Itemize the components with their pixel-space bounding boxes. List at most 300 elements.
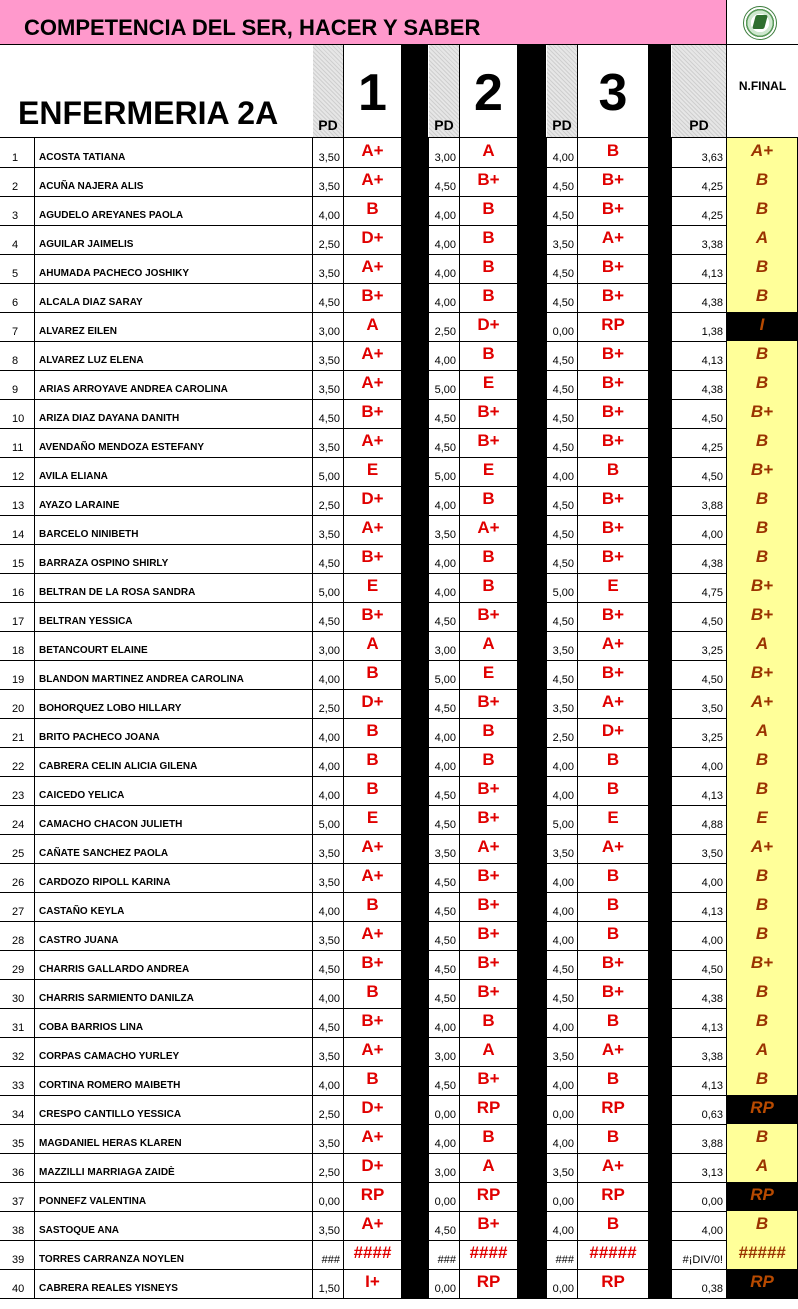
pd-final: 4,38 bbox=[672, 544, 727, 573]
grade-3: B+ bbox=[578, 399, 649, 428]
separator-cell bbox=[402, 805, 429, 834]
row-number: 7 bbox=[0, 312, 35, 341]
table-row bbox=[0, 196, 798, 226]
separator-cell bbox=[402, 718, 429, 747]
separator-cell bbox=[649, 167, 672, 196]
table-row bbox=[0, 457, 798, 487]
grade-2: B+ bbox=[460, 167, 518, 196]
pd-score-3: ### bbox=[547, 1240, 578, 1269]
final-grade: B bbox=[727, 544, 798, 573]
pd-score-2: 4,00 bbox=[429, 544, 460, 573]
pd-score-1: 5,00 bbox=[313, 573, 344, 602]
separator-cell bbox=[649, 138, 672, 167]
grade-3: RP bbox=[578, 312, 649, 341]
pd-score-1: 2,50 bbox=[313, 689, 344, 718]
student-name: ACOSTA TATIANA bbox=[35, 138, 313, 167]
grade-3: ##### bbox=[578, 1240, 649, 1269]
separator-cell bbox=[649, 892, 672, 921]
pd-score-1: 3,50 bbox=[313, 341, 344, 370]
pd-score-2: 4,50 bbox=[429, 1211, 460, 1240]
separator-cell bbox=[518, 834, 547, 863]
grade-2: B+ bbox=[460, 979, 518, 1008]
pd-final: 4,25 bbox=[672, 167, 727, 196]
pd-score-3: 0,00 bbox=[547, 1182, 578, 1211]
period-2-number: 2 bbox=[474, 64, 503, 122]
separator-cell bbox=[649, 718, 672, 747]
grade-3: E bbox=[578, 805, 649, 834]
table-row bbox=[0, 689, 798, 719]
separator-cell bbox=[402, 747, 429, 776]
table-row bbox=[0, 1269, 798, 1299]
student-name: CASTAÑO KEYLA bbox=[35, 892, 313, 921]
grade-1: B bbox=[344, 1066, 402, 1095]
grade-1: D+ bbox=[344, 225, 402, 254]
pd-score-2: 5,00 bbox=[429, 370, 460, 399]
pd-score-3: 4,50 bbox=[547, 167, 578, 196]
pd-score-3: 3,50 bbox=[547, 225, 578, 254]
pd-final: 4,13 bbox=[672, 1008, 727, 1037]
separator-cell bbox=[402, 863, 429, 892]
student-name: ARIAS ARROYAVE ANDREA CAROLINA bbox=[35, 370, 313, 399]
pd-score-3: 4,50 bbox=[547, 370, 578, 399]
grade-2: B+ bbox=[460, 950, 518, 979]
grade-3: B+ bbox=[578, 428, 649, 457]
pd-score-3: 2,50 bbox=[547, 718, 578, 747]
grade-3: B bbox=[578, 1124, 649, 1153]
pd-final: 4,38 bbox=[672, 283, 727, 312]
table-row bbox=[0, 167, 798, 197]
row-number: 12 bbox=[0, 457, 35, 486]
grade-2: E bbox=[460, 457, 518, 486]
grade-3: A+ bbox=[578, 225, 649, 254]
grade-2: B bbox=[460, 225, 518, 254]
row-number: 14 bbox=[0, 515, 35, 544]
grade-1: A+ bbox=[344, 515, 402, 544]
grade-3: B+ bbox=[578, 602, 649, 631]
grade-3: B bbox=[578, 776, 649, 805]
pd-score-1: 4,50 bbox=[313, 1008, 344, 1037]
table-row bbox=[0, 1095, 798, 1125]
pd-score-1: ### bbox=[313, 1240, 344, 1269]
grade-1: B+ bbox=[344, 950, 402, 979]
grade-3: B+ bbox=[578, 486, 649, 515]
separator-3 bbox=[649, 45, 671, 137]
separator-cell bbox=[402, 834, 429, 863]
separator-cell bbox=[649, 1211, 672, 1240]
grade-1: A+ bbox=[344, 254, 402, 283]
separator-cell bbox=[649, 312, 672, 341]
separator-cell bbox=[518, 486, 547, 515]
student-name: BELTRAN YESSICA bbox=[35, 602, 313, 631]
grade-3: RP bbox=[578, 1095, 649, 1124]
table-row bbox=[0, 1240, 798, 1270]
pd-score-3: 4,50 bbox=[547, 486, 578, 515]
final-grade: B bbox=[727, 341, 798, 370]
separator-cell bbox=[649, 457, 672, 486]
pd-score-2: 0,00 bbox=[429, 1182, 460, 1211]
student-name: CHARRIS GALLARDO ANDREA bbox=[35, 950, 313, 979]
row-number: 26 bbox=[0, 863, 35, 892]
row-number: 35 bbox=[0, 1124, 35, 1153]
separator-cell bbox=[649, 370, 672, 399]
separator-cell bbox=[649, 283, 672, 312]
pd-score-1: 3,50 bbox=[313, 1211, 344, 1240]
separator-cell bbox=[649, 1269, 672, 1298]
pd-final: 3,38 bbox=[672, 225, 727, 254]
separator-cell bbox=[518, 254, 547, 283]
row-number: 9 bbox=[0, 370, 35, 399]
final-grade: RP bbox=[727, 1182, 798, 1211]
separator-cell bbox=[649, 689, 672, 718]
grade-3: B+ bbox=[578, 544, 649, 573]
student-name: CAMACHO CHACON JULIETH bbox=[35, 805, 313, 834]
pd-final: 4,50 bbox=[672, 602, 727, 631]
separator-cell bbox=[649, 1095, 672, 1124]
grade-1: A+ bbox=[344, 834, 402, 863]
pd-score-1: 5,00 bbox=[313, 457, 344, 486]
grade-1: E bbox=[344, 805, 402, 834]
separator-cell bbox=[649, 1008, 672, 1037]
final-grade: A+ bbox=[727, 689, 798, 718]
pd-score-2: 4,50 bbox=[429, 1066, 460, 1095]
pd-score-2: 3,00 bbox=[429, 1153, 460, 1182]
pd-score-3: 4,00 bbox=[547, 892, 578, 921]
pd-final: 3,38 bbox=[672, 1037, 727, 1066]
row-number: 1 bbox=[0, 138, 35, 167]
student-name: COBA BARRIOS LINA bbox=[35, 1008, 313, 1037]
grade-2: B bbox=[460, 254, 518, 283]
separator-1 bbox=[402, 45, 428, 137]
pd-score-1: 1,50 bbox=[313, 1269, 344, 1298]
separator-cell bbox=[518, 196, 547, 225]
pd-score-1: 3,50 bbox=[313, 254, 344, 283]
pd-score-1: 3,50 bbox=[313, 515, 344, 544]
grade-3: B bbox=[578, 747, 649, 776]
separator-cell bbox=[402, 979, 429, 1008]
row-number: 37 bbox=[0, 1182, 35, 1211]
row-number: 10 bbox=[0, 399, 35, 428]
student-name: CHARRIS SARMIENTO DANILZA bbox=[35, 979, 313, 1008]
grade-3: B bbox=[578, 863, 649, 892]
student-name: CARDOZO RIPOLL KARINA bbox=[35, 863, 313, 892]
final-header bbox=[727, 45, 798, 137]
pd-score-2: 5,00 bbox=[429, 457, 460, 486]
separator-cell bbox=[649, 196, 672, 225]
grade-1: B bbox=[344, 660, 402, 689]
final-grade: B bbox=[727, 1066, 798, 1095]
separator-cell bbox=[518, 660, 547, 689]
pd-score-3: 5,00 bbox=[547, 573, 578, 602]
pd-final: 4,50 bbox=[672, 660, 727, 689]
separator-cell bbox=[649, 1153, 672, 1182]
pd-score-3: 4,00 bbox=[547, 138, 578, 167]
student-name: AGUDELO AREYANES PAOLA bbox=[35, 196, 313, 225]
student-name: CAÑATE SANCHEZ PAOLA bbox=[35, 834, 313, 863]
pd-final: 4,25 bbox=[672, 428, 727, 457]
pd-final: 3,13 bbox=[672, 1153, 727, 1182]
pd-score-1: 4,00 bbox=[313, 747, 344, 776]
separator-cell bbox=[649, 602, 672, 631]
pd-score-3: 4,00 bbox=[547, 1066, 578, 1095]
final-grade: A bbox=[727, 1153, 798, 1182]
final-grade: B+ bbox=[727, 399, 798, 428]
grade-1: E bbox=[344, 573, 402, 602]
pd-final: 4,50 bbox=[672, 457, 727, 486]
separator-cell bbox=[518, 312, 547, 341]
grade-1: B bbox=[344, 892, 402, 921]
table-row bbox=[0, 225, 798, 255]
final-grade: I bbox=[727, 312, 798, 341]
pd-score-1: 2,50 bbox=[313, 486, 344, 515]
pd-final: #¡DIV/0! bbox=[672, 1240, 727, 1269]
pd-score-3: 4,50 bbox=[547, 950, 578, 979]
final-grade: B bbox=[727, 776, 798, 805]
pd-score-3: 4,00 bbox=[547, 863, 578, 892]
pd-score-2: 3,00 bbox=[429, 138, 460, 167]
row-number: 3 bbox=[0, 196, 35, 225]
pd-score-2: 4,00 bbox=[429, 225, 460, 254]
pd-score-3: 4,50 bbox=[547, 196, 578, 225]
pd-score-1: 3,50 bbox=[313, 370, 344, 399]
grade-2: B bbox=[460, 283, 518, 312]
grade-1: A+ bbox=[344, 863, 402, 892]
grade-1: B bbox=[344, 776, 402, 805]
pd-final: 3,25 bbox=[672, 631, 727, 660]
separator-cell bbox=[402, 1153, 429, 1182]
table-row bbox=[0, 1182, 798, 1212]
pd-header-3: PD bbox=[547, 45, 578, 137]
grade-3: B+ bbox=[578, 254, 649, 283]
final-grade: B bbox=[727, 515, 798, 544]
final-grade: B+ bbox=[727, 457, 798, 486]
separator-cell bbox=[649, 631, 672, 660]
separator-cell bbox=[402, 1095, 429, 1124]
row-number: 23 bbox=[0, 776, 35, 805]
row-number: 8 bbox=[0, 341, 35, 370]
separator-cell bbox=[518, 602, 547, 631]
separator-cell bbox=[518, 1124, 547, 1153]
grade-1: A+ bbox=[344, 138, 402, 167]
separator-cell bbox=[402, 892, 429, 921]
student-name: CASTRO JUANA bbox=[35, 921, 313, 950]
separator-cell bbox=[518, 1095, 547, 1124]
separator-cell bbox=[402, 457, 429, 486]
pd-score-1: 4,00 bbox=[313, 979, 344, 1008]
grade-3: A+ bbox=[578, 1153, 649, 1182]
separator-cell bbox=[518, 138, 547, 167]
separator-cell bbox=[402, 486, 429, 515]
separator-cell bbox=[649, 225, 672, 254]
separator-cell bbox=[649, 1124, 672, 1153]
pd-final: 4,13 bbox=[672, 341, 727, 370]
grade-1: B+ bbox=[344, 544, 402, 573]
separator-cell bbox=[649, 515, 672, 544]
student-name: BLANDON MARTINEZ ANDREA CAROLINA bbox=[35, 660, 313, 689]
grade-1: B bbox=[344, 979, 402, 1008]
pd-final: 4,50 bbox=[672, 950, 727, 979]
separator-cell bbox=[402, 776, 429, 805]
separator-cell bbox=[402, 283, 429, 312]
pd-score-2: 4,00 bbox=[429, 283, 460, 312]
separator-cell bbox=[518, 747, 547, 776]
grade-1: A+ bbox=[344, 1211, 402, 1240]
pd-score-1: 3,50 bbox=[313, 1124, 344, 1153]
separator-cell bbox=[518, 950, 547, 979]
pd-score-2: ### bbox=[429, 1240, 460, 1269]
table-row bbox=[0, 892, 798, 922]
table-row bbox=[0, 573, 798, 603]
pd-score-2: 0,00 bbox=[429, 1095, 460, 1124]
student-name: BRITO PACHECO JOANA bbox=[35, 718, 313, 747]
student-name: BETANCOURT ELAINE bbox=[35, 631, 313, 660]
student-name: CORPAS CAMACHO YURLEY bbox=[35, 1037, 313, 1066]
final-grade: A bbox=[727, 225, 798, 254]
grade-2: RP bbox=[460, 1095, 518, 1124]
final-grade: B bbox=[727, 283, 798, 312]
separator-cell bbox=[402, 341, 429, 370]
grade-2: B+ bbox=[460, 805, 518, 834]
grade-2: B bbox=[460, 573, 518, 602]
grade-2: #### bbox=[460, 1240, 518, 1269]
pd-score-3: 4,50 bbox=[547, 515, 578, 544]
final-grade: RP bbox=[727, 1095, 798, 1124]
pd-score-2: 4,50 bbox=[429, 167, 460, 196]
grade-1: A+ bbox=[344, 167, 402, 196]
grade-3: B bbox=[578, 138, 649, 167]
grade-2: B bbox=[460, 1124, 518, 1153]
pd-score-1: 4,50 bbox=[313, 283, 344, 312]
pd-score-1: 4,50 bbox=[313, 950, 344, 979]
row-number: 34 bbox=[0, 1095, 35, 1124]
grade-1: A+ bbox=[344, 341, 402, 370]
separator-cell bbox=[649, 921, 672, 950]
separator-cell bbox=[402, 167, 429, 196]
separator-cell bbox=[518, 457, 547, 486]
pd-score-3: 4,50 bbox=[547, 660, 578, 689]
final-grade: B bbox=[727, 1124, 798, 1153]
separator-cell bbox=[518, 1182, 547, 1211]
pd-final: 4,00 bbox=[672, 1211, 727, 1240]
grade-2: B bbox=[460, 1008, 518, 1037]
final-grade: B bbox=[727, 747, 798, 776]
pd-final: 4,00 bbox=[672, 921, 727, 950]
pd-score-1: 4,00 bbox=[313, 1066, 344, 1095]
pd-score-3: 3,50 bbox=[547, 631, 578, 660]
separator-cell bbox=[402, 225, 429, 254]
pd-final: 3,50 bbox=[672, 689, 727, 718]
separator-cell bbox=[402, 399, 429, 428]
pd-final: 4,00 bbox=[672, 747, 727, 776]
pd-score-3: 3,50 bbox=[547, 1153, 578, 1182]
pd-score-3: 4,50 bbox=[547, 544, 578, 573]
separator-cell bbox=[649, 254, 672, 283]
separator-cell bbox=[649, 1037, 672, 1066]
separator-cell bbox=[649, 863, 672, 892]
grade-3: E bbox=[578, 573, 649, 602]
separator-cell bbox=[402, 1124, 429, 1153]
period-3-number: 3 bbox=[598, 64, 628, 122]
grade-1: B+ bbox=[344, 1008, 402, 1037]
pd-score-2: 4,50 bbox=[429, 399, 460, 428]
row-number: 15 bbox=[0, 544, 35, 573]
student-name: PONNEFZ VALENTINA bbox=[35, 1182, 313, 1211]
row-number: 32 bbox=[0, 1037, 35, 1066]
grade-2: E bbox=[460, 370, 518, 399]
separator-cell bbox=[402, 1240, 429, 1269]
student-name: BARCELO NINIBETH bbox=[35, 515, 313, 544]
final-grade: A bbox=[727, 1037, 798, 1066]
grade-2: A bbox=[460, 1153, 518, 1182]
row-number: 36 bbox=[0, 1153, 35, 1182]
pd-score-2: 4,50 bbox=[429, 892, 460, 921]
pd-final: 4,00 bbox=[672, 863, 727, 892]
grade-3: A+ bbox=[578, 834, 649, 863]
grade-2: RP bbox=[460, 1269, 518, 1298]
student-name: BARRAZA OSPINO SHIRLY bbox=[35, 544, 313, 573]
table-row bbox=[0, 283, 798, 313]
student-name: AVILA ELIANA bbox=[35, 457, 313, 486]
grade-2: B+ bbox=[460, 428, 518, 457]
grade-1: #### bbox=[344, 1240, 402, 1269]
pd-score-2: 4,50 bbox=[429, 950, 460, 979]
separator-cell bbox=[518, 1008, 547, 1037]
table-row bbox=[0, 486, 798, 516]
pd-score-1: 3,50 bbox=[313, 834, 344, 863]
pd-score-2: 4,00 bbox=[429, 486, 460, 515]
final-grade: A bbox=[727, 631, 798, 660]
table-row bbox=[0, 1037, 798, 1067]
pd-final: 1,38 bbox=[672, 312, 727, 341]
separator-cell bbox=[518, 283, 547, 312]
pd-score-2: 3,00 bbox=[429, 1037, 460, 1066]
row-number: 21 bbox=[0, 718, 35, 747]
final-grade: B bbox=[727, 979, 798, 1008]
row-number: 28 bbox=[0, 921, 35, 950]
separator-cell bbox=[649, 979, 672, 1008]
grade-1: D+ bbox=[344, 486, 402, 515]
separator-cell bbox=[518, 167, 547, 196]
pd-score-2: 4,50 bbox=[429, 863, 460, 892]
grade-3: B+ bbox=[578, 283, 649, 312]
separator-cell bbox=[518, 544, 547, 573]
table-row bbox=[0, 1211, 798, 1241]
pd-final: 4,50 bbox=[672, 399, 727, 428]
final-grade: B bbox=[727, 486, 798, 515]
grade-2: B bbox=[460, 196, 518, 225]
separator-cell bbox=[402, 254, 429, 283]
grade-3: B bbox=[578, 1211, 649, 1240]
pd-final: 4,00 bbox=[672, 515, 727, 544]
row-number: 24 bbox=[0, 805, 35, 834]
row-number: 31 bbox=[0, 1008, 35, 1037]
separator-cell bbox=[402, 1066, 429, 1095]
separator-cell bbox=[649, 1240, 672, 1269]
row-number: 33 bbox=[0, 1066, 35, 1095]
table-row bbox=[0, 718, 798, 748]
final-grade: B bbox=[727, 1211, 798, 1240]
separator-cell bbox=[518, 341, 547, 370]
pd-score-1: 4,00 bbox=[313, 660, 344, 689]
pd-score-2: 4,00 bbox=[429, 341, 460, 370]
pd-score-3: 4,50 bbox=[547, 399, 578, 428]
pd-score-2: 4,50 bbox=[429, 776, 460, 805]
grade-1: A+ bbox=[344, 1037, 402, 1066]
table-row bbox=[0, 1153, 798, 1183]
course-name: ENFERMERIA 2A bbox=[18, 95, 279, 131]
period-1-number: 1 bbox=[358, 64, 387, 122]
table-row bbox=[0, 399, 798, 429]
final-grade: A+ bbox=[727, 138, 798, 167]
